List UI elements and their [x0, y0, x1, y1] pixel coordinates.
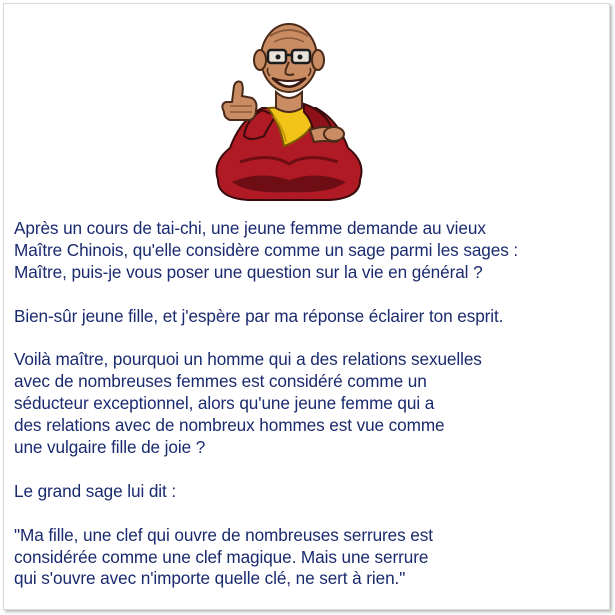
- text-line: considérée comme une clef magique. Mais une serrure: [14, 546, 429, 567]
- text-line: Bien-sûr jeune fille, et j'espère par ma réponse éclairer ton esprit.: [14, 305, 504, 326]
- text-line: Maître Chinois, qu'elle considère comme un sage parmi les sages :: [14, 239, 519, 260]
- text-line: Le grand sage lui dit :: [14, 480, 177, 501]
- text-line: qui s'ouvre avec n'importe quelle clé, ne sert à rien.": [14, 568, 406, 589]
- text-line: séducteur exceptionnel, alors qu'une jeune femme qui a: [14, 393, 435, 414]
- text-line: avec de nombreuses femmes est considéré comme un: [14, 371, 427, 392]
- paragraph-question: [14, 349, 609, 459]
- text-line: Voilà maître, pourquoi un homme qui a des relations sexuelles: [14, 349, 482, 370]
- joke-text: [14, 218, 609, 612]
- text-line: Après un cours de tai-chi, une jeune femme demande au vieux: [14, 218, 486, 238]
- image-frame: [3, 3, 610, 610]
- text-line: "Ma fille, une clef qui ouvre de nombreuses serrures est: [14, 524, 433, 545]
- text-line: des relations avec de nombreux hommes est vue comme: [14, 415, 445, 436]
- text-line: Maître, puis-je vous poser une question sur la vie en général ?: [14, 261, 483, 282]
- paragraph-punchline: [14, 525, 609, 591]
- smiling-monk-thumbs-up-icon: [210, 12, 368, 204]
- paragraph-question-intro: [14, 218, 609, 284]
- paragraph-sage-says: [14, 481, 609, 503]
- text-line: une vulgaire fille de joie ?: [14, 437, 206, 458]
- paragraph-master-reply: [14, 306, 609, 328]
